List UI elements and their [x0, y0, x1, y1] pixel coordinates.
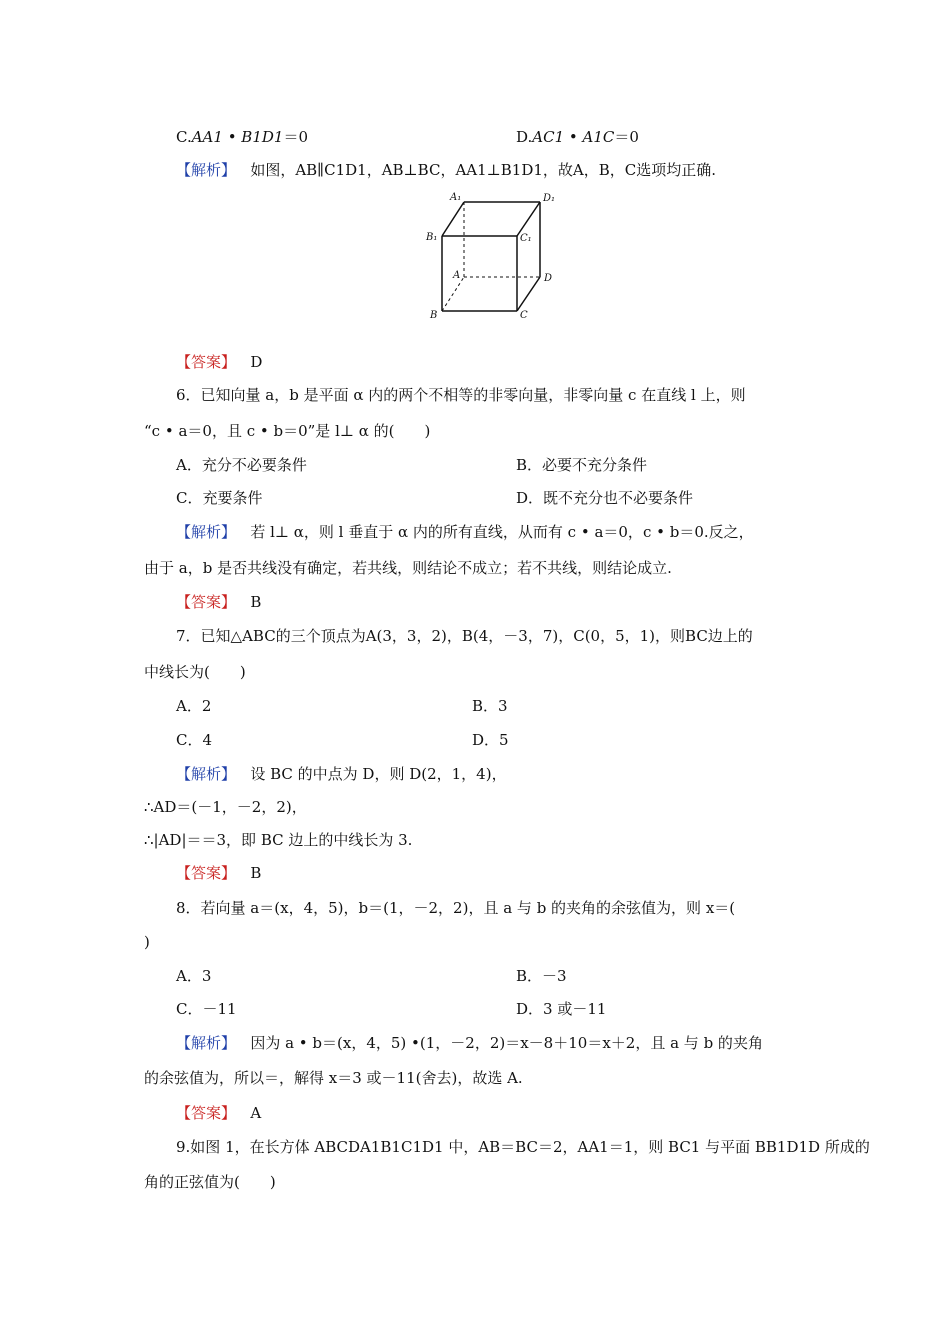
q5-option-c — [176, 127, 308, 147]
option-tail: ＝0 — [283, 128, 308, 146]
q6-option-a: A．充分不必要条件 — [176, 456, 307, 474]
answer-tag: 【答案】 — [176, 864, 237, 882]
q8-option-b: B．－3 — [516, 967, 567, 985]
analysis-text: 因为 a • b＝(x，4，5) •(1，－2，2)＝x－8＋10＝x＋2，且 a 与 b 的夹角 — [250, 1034, 763, 1052]
q5-analysis — [176, 160, 716, 180]
q7-analysis-line2: ∴AD＝(－1，－2，2)， — [144, 798, 307, 816]
answer-value: A — [250, 1104, 262, 1122]
q9-stem-line2: 角的正弦值为( ) — [144, 1173, 276, 1191]
q8-option-c: C．－11 — [176, 1000, 237, 1018]
q8-analysis-line1 — [176, 1033, 763, 1053]
q5-option-d — [516, 127, 639, 147]
edge-c1d1 — [517, 202, 540, 236]
cube-figure — [420, 188, 570, 323]
answer-value: B — [250, 864, 262, 882]
q7-answer — [176, 863, 261, 883]
label-b: B — [430, 310, 438, 321]
q8-stem-line2: ) — [144, 933, 150, 951]
label-c1: C₁ — [520, 233, 532, 244]
edge-cd — [517, 277, 540, 311]
q7-option-c: C．4 — [176, 731, 213, 749]
q6-option-b: B．必要不充分条件 — [516, 456, 648, 474]
option-expr: AA1 • B1D1 — [191, 128, 284, 146]
label-d1: D₁ — [543, 193, 556, 204]
answer-value: B — [250, 593, 262, 611]
q5-answer — [176, 352, 262, 372]
q8-analysis-line2: 的余弦值为，所以＝，解得 x＝3 或－11(舍去)，故选 A. — [144, 1069, 523, 1087]
option-letter: C. — [176, 128, 192, 146]
label-b1: B₁ — [426, 232, 438, 243]
analysis-tag: 【解析】 — [176, 765, 237, 783]
analysis-tag: 【解析】 — [176, 161, 237, 179]
q7-option-b: B．3 — [472, 697, 508, 715]
q9-stem-line1: 9.如图 1，在长方体 ABCDA1B1C1D1 中，AB＝BC＝2，AA1＝1，则 BC1 与平面 BB1D1D 所成的 — [176, 1138, 870, 1156]
option-tail: ＝0 — [614, 128, 639, 146]
edge-ba — [442, 277, 464, 311]
answer-tag: 【答案】 — [176, 1104, 237, 1122]
q7-stem-line1: 7．已知△ABC的三个顶点为A(3，3，2)，B(4，－3，7)，C(0，5，1)，则BC边上的 — [176, 627, 753, 645]
q7-analysis-line1 — [176, 764, 507, 784]
label-d: D — [544, 273, 553, 284]
q7-analysis-line3: ∴|AD|＝＝3，即 BC 边上的中线长为 3. — [144, 831, 413, 849]
answer-tag: 【答案】 — [176, 593, 237, 611]
q6-answer — [176, 592, 261, 612]
label-c: C — [520, 310, 528, 321]
answer-value: D — [250, 353, 263, 371]
q6-analysis-line2: 由于 a，b 是否共线没有确定，若共线，则结论不成立；若不共线，则结论成立. — [144, 559, 672, 577]
analysis-text: 如图，AB∥C1D1，AB⊥BC，AA1⊥B1D1，故A，B，C选项均正确. — [250, 161, 716, 179]
label-a: A — [453, 270, 461, 281]
q8-answer — [176, 1103, 261, 1123]
q6-stem-line1: 6．已知向量 a，b 是平面 α 内的两个不相等的非零向量，非零向量 c 在直线 l 上，则 — [176, 386, 746, 404]
option-expr: AC1 • A1C — [532, 128, 615, 146]
analysis-tag: 【解析】 — [176, 1034, 237, 1052]
q7-option-d: D．5 — [472, 731, 509, 749]
q8-option-a: A．3 — [176, 967, 212, 985]
q7-stem-line2: 中线长为( ) — [144, 663, 246, 681]
q6-analysis-line1 — [176, 522, 754, 542]
option-letter: D. — [516, 128, 533, 146]
q6-option-c: C．充要条件 — [176, 489, 263, 507]
edge-b1a1 — [442, 202, 464, 236]
q8-option-d: D．3 或－11 — [516, 1000, 607, 1018]
answer-tag: 【答案】 — [176, 353, 237, 371]
label-a1: A₁ — [450, 192, 462, 203]
q8-stem-line1: 8．若向量 a＝(x，4，5)，b＝(1，－2，2)，且 a 与 b 的夹角的余弦值为，则 x＝( — [176, 899, 736, 917]
q7-option-a: A．2 — [176, 697, 212, 715]
analysis-tag: 【解析】 — [176, 523, 237, 541]
analysis-text: 设 BC 的中点为 D，则 D(2，1，4)， — [250, 765, 507, 783]
q6-stem-line2: “c • a＝0，且 c • b＝0”是 l⊥ α 的( ) — [144, 422, 431, 440]
analysis-text: 若 l⊥ α，则 l 垂直于 α 内的所有直线，从而有 c • a＝0，c • b＝0.反之， — [250, 523, 754, 541]
q6-option-d: D．既不充分也不必要条件 — [516, 489, 694, 507]
